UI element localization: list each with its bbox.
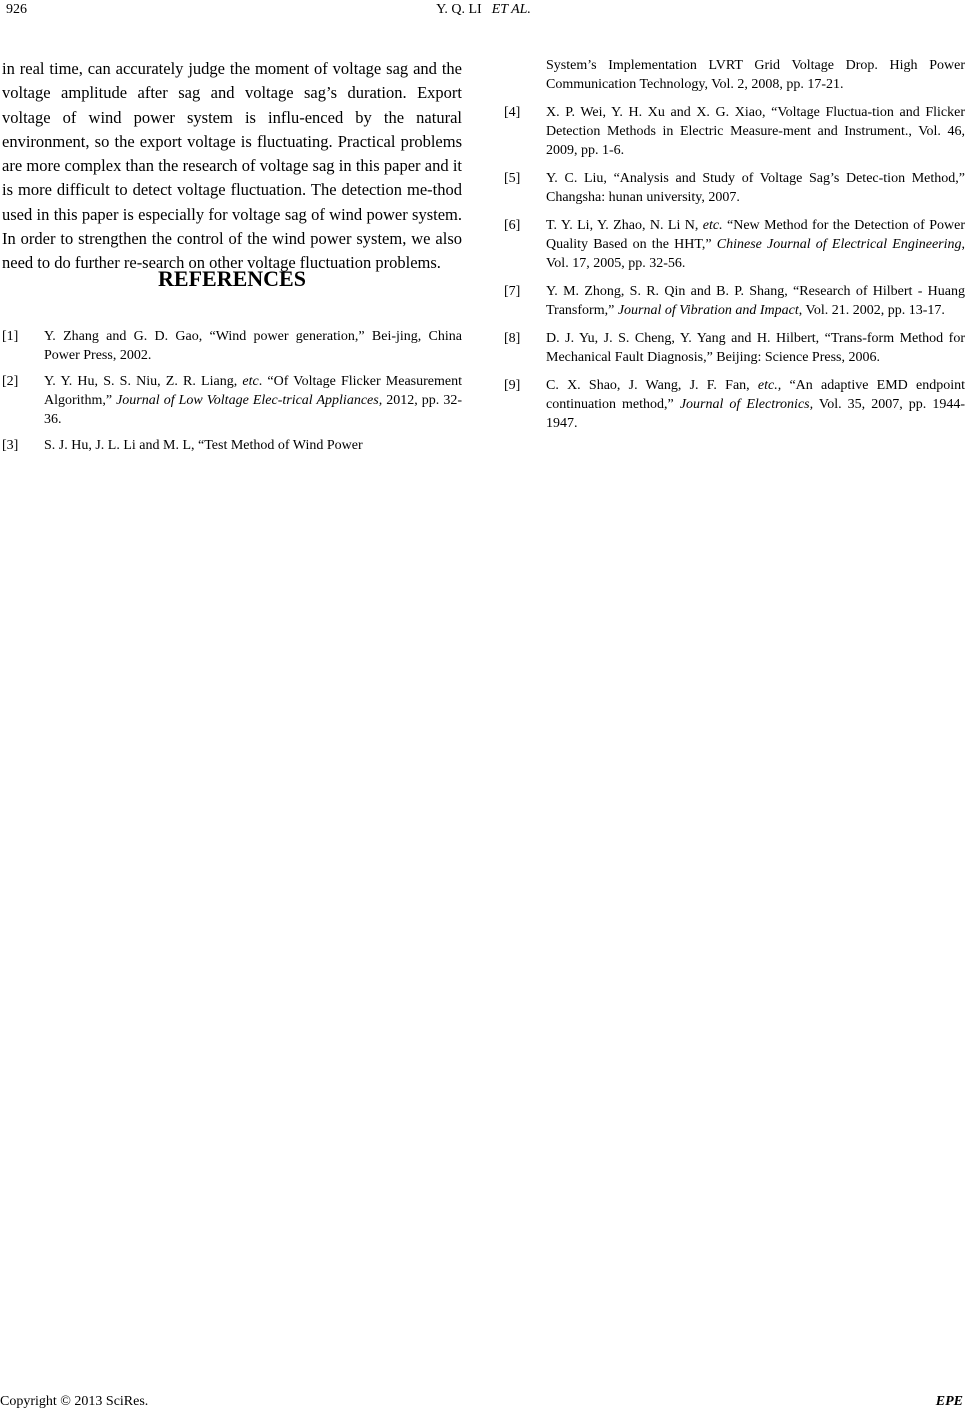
reference-4 — [504, 103, 965, 160]
references-left — [2, 327, 462, 462]
references-right — [504, 56, 965, 433]
reference-text: X. P. Wei, Y. H. Xu and X. G. Xiao, “Voltage Fluctua-tion and Flicker Detection Methods in Electric Measure-ment and Instrument., Vol. 46, 2009, pp. 1-6. — [546, 105, 965, 158]
reference-number: [3] — [2, 438, 19, 453]
references-heading: REFERENCES — [158, 266, 306, 291]
reference-3-continued — [504, 56, 965, 94]
right-column — [504, 56, 965, 442]
reference-5 — [504, 169, 965, 207]
header-author: Y. Q. LI — [436, 2, 482, 17]
reference-text: D. J. Yu, J. S. Cheng, Y. Yang and H. Hilbert, “Trans-form Method for Mechanical Fault Diagnosis,” Beijing: Science Press, 2006. — [546, 331, 965, 365]
reference-3 — [2, 436, 462, 455]
reference-number: [6] — [504, 218, 521, 233]
reference-1 — [2, 327, 462, 365]
conclusion-paragraph: in real time, can accurately judge the moment of voltage sag and the voltage amplitude after sag and voltage sag’s duration. Export voltage of wind power system is influ-enced by the natural environment, so the export voltage is fluctuating. Practical problems are more complex than the research of voltage sag in this paper and it is more difficult to detect voltage fluctuation. The detection me-thod used in this paper is especially for voltage sag of wind power system. In order to strengthen the control of the wind power system, we also need to do further re-search on other voltage fluctuation problems. — [2, 59, 462, 273]
reference-text: C. X. Shao, J. Wang, J. F. Fan, etc., “An adaptive EMD endpoint continuation method,” Journal of Electronics, Vol. 35, 2007, pp. 1944-1947. — [546, 378, 965, 431]
reference-number: [4] — [504, 105, 521, 120]
reference-text-continued: System’s Implementation LVRT Grid Voltage Drop. High Power Communication Technology, Vol. 2, 2008, pp. 17-21. — [546, 58, 965, 92]
reference-9 — [504, 376, 965, 433]
reference-6 — [504, 216, 965, 273]
reference-text: Y. Zhang and G. D. Gao, “Wind power generation,” Bei-jing, China Power Press, 2002. — [44, 329, 462, 363]
reference-text: Y. Y. Hu, S. S. Niu, Z. R. Liang, etc. “Of Voltage Flicker Measurement Algorithm,” Journal of Low Voltage Elec-trical Appliances, 2012, pp. 32-36. — [44, 374, 463, 427]
left-column — [2, 57, 462, 276]
reference-number: [5] — [504, 171, 521, 186]
reference-8 — [504, 329, 965, 367]
reference-text: Y. C. Liu, “Analysis and Study of Voltage Sag’s Detec-tion Method,” Changsha: hunan university, 2007. — [546, 171, 965, 205]
running-header — [0, 2, 967, 18]
header-et-al: ET AL. — [491, 2, 531, 17]
reference-7 — [504, 282, 965, 320]
reference-text-start: S. J. Hu, J. L. Li and M. L, “Test Method of Wind Power — [44, 438, 363, 453]
reference-number: [8] — [504, 331, 521, 346]
reference-text: Y. M. Zhong, S. R. Qin and B. P. Shang, “Research of Hilbert - Huang Transform,” Journal of Vibration and Impact, Vol. 21. 2002, pp. 13-17. — [546, 284, 965, 318]
page-number: 926 — [6, 2, 27, 17]
reference-number: [7] — [504, 284, 521, 299]
footer-copyright: Copyright © 2013 SciRes. — [0, 1394, 149, 1409]
reference-2 — [2, 372, 462, 429]
reference-text: T. Y. Li, Y. Zhao, N. Li N, etc. “New Method for the Detection of Power Quality Based on the HHT,” Chinese Journal of Electrical Engineering, Vol. 17, 2005, pp. 32-56. — [546, 218, 965, 271]
footer-journal: EPE — [935, 1394, 963, 1409]
reference-number: [2] — [2, 374, 19, 389]
reference-number: [1] — [2, 329, 19, 344]
reference-number: [9] — [504, 378, 521, 393]
